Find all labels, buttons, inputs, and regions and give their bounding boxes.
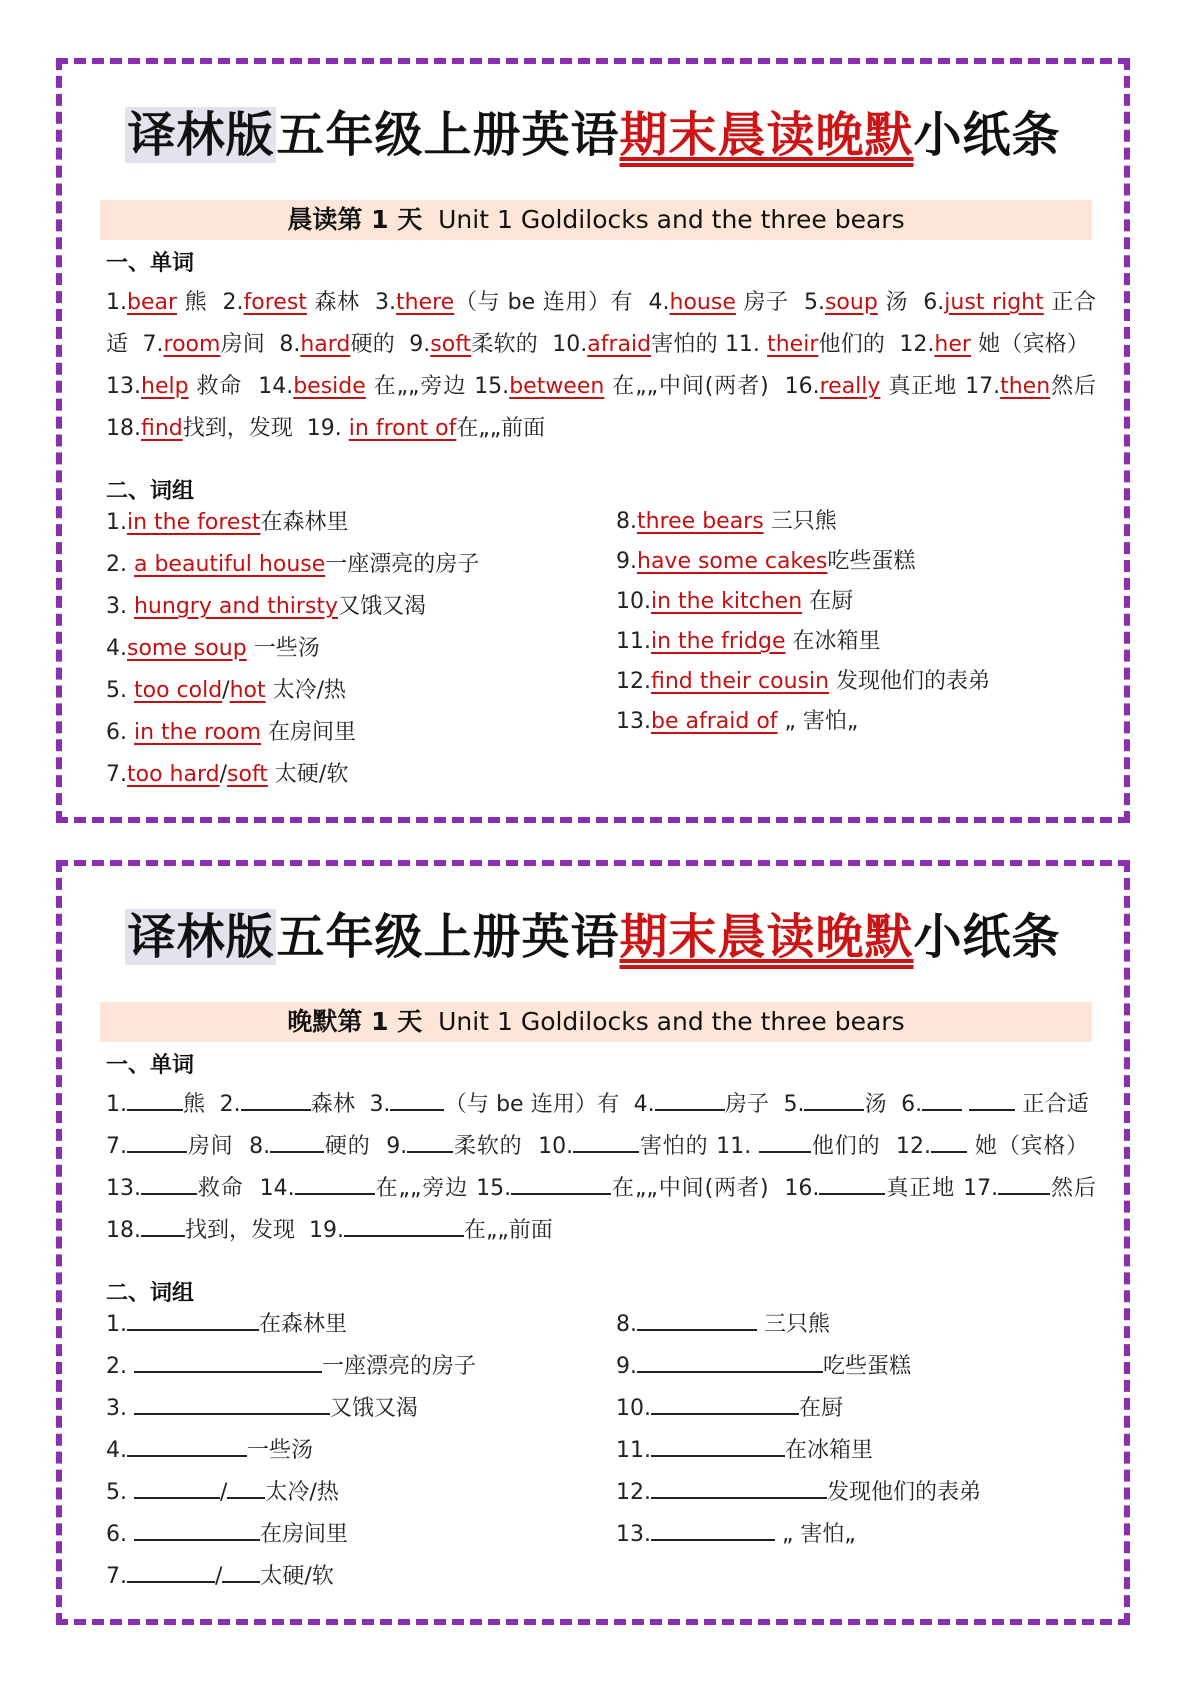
- phrase-blanks-right: [616, 1304, 981, 1556]
- phrase-header: 二、词组: [106, 1281, 195, 1306]
- list-item: 9. 吃些蛋糕: [616, 1346, 981, 1388]
- vocab-blanks: 1. 熊 2. 森林 3. （与 be 连用）有 4. 房子 5. 汤 6. 正合适 7. 房间 8. 硬的 9. 柔软的 10. 害怕的 11. 他们的 12. 她（宾格） 13. 救命 14. 在„„旁边 15. 在„„中间(两者) 16. 真正地 17. 然后 18. 找到，发现 19. 在„„前面: [106, 1084, 1096, 1252]
- list-item: 13.be afraid of „ 害怕„: [616, 709, 859, 734]
- blank-field[interactable]: [407, 1129, 453, 1153]
- blank-field[interactable]: [134, 1517, 260, 1541]
- blank-field[interactable]: [819, 1171, 885, 1195]
- list-item: 12. 发现他们的表弟: [616, 1472, 981, 1514]
- list-item: 11. 在冰箱里: [616, 1430, 981, 1472]
- blank-field[interactable]: [922, 1087, 962, 1111]
- blank-field[interactable]: [344, 1213, 464, 1237]
- blank-field[interactable]: [511, 1171, 611, 1195]
- blank-field[interactable]: [127, 1307, 259, 1331]
- blank-field[interactable]: [573, 1129, 639, 1153]
- phrase-blanks-left: [106, 1304, 476, 1598]
- list-item: 12.find their cousin 发现他们的表弟: [616, 669, 991, 694]
- list-item: 9.have some cakes吃些蛋糕: [616, 549, 916, 574]
- list-item: 3. 又饿又渴: [106, 1388, 476, 1430]
- blank-field[interactable]: [134, 1391, 330, 1415]
- evening-card: [56, 860, 1130, 1625]
- list-item: 3. hungry and thirsty又饿又渴: [106, 594, 427, 619]
- blank-field[interactable]: [134, 1349, 322, 1373]
- list-item: 4.some soup 一些汤: [106, 636, 320, 661]
- blank-field[interactable]: [270, 1129, 324, 1153]
- blank-field[interactable]: [998, 1171, 1050, 1195]
- phrase-list-right: [616, 502, 990, 742]
- list-item: 2. 一座漂亮的房子: [106, 1346, 476, 1388]
- blank-field[interactable]: [141, 1213, 185, 1237]
- list-item: 4. 一些汤: [106, 1430, 476, 1472]
- list-item: 10.in the kitchen 在厨: [616, 589, 854, 614]
- vocab-answers: 1.bear 熊 2.forest 森林 3.there（与 be 连用）有 4.house 房子 5.soup 汤 6.just right 正合适 7.room房间 8.hard硬的 9.soft柔软的 10.afraid害怕的 11. their他们的 12.her 她（宾格） 13.help 救命 14.beside 在„„旁边 15.between 在„„中间(两者) 16.really 真正地 17.then然后 18.find找到，发现 19. in front of在„„前面: [106, 290, 1097, 441]
- list-item: 2. a beautiful house一座漂亮的房子: [106, 552, 480, 577]
- blank-field[interactable]: [127, 1129, 187, 1153]
- list-item: 11.in the fridge 在冰箱里: [616, 629, 881, 654]
- list-item: 8.three bears 三只熊: [616, 509, 837, 534]
- blank-field[interactable]: [655, 1087, 725, 1111]
- phrase-list-left: [106, 502, 479, 796]
- morning-card: [56, 58, 1130, 823]
- blank-field[interactable]: [127, 1433, 247, 1457]
- list-item: 6. 在房间里: [106, 1514, 476, 1556]
- blank-field[interactable]: [241, 1087, 311, 1111]
- blank-field[interactable]: [295, 1171, 375, 1195]
- list-item: 8. 三只熊: [616, 1304, 981, 1346]
- blank-field[interactable]: [651, 1475, 827, 1499]
- blank-field[interactable]: [127, 1559, 215, 1583]
- blank-field[interactable]: [134, 1475, 220, 1499]
- blank-field[interactable]: [141, 1171, 197, 1195]
- blank-field[interactable]: [637, 1307, 757, 1331]
- list-item: 7. / 太硬/软: [106, 1556, 476, 1598]
- vocab-header: 一、单词: [106, 1053, 195, 1078]
- blank-field[interactable]: [651, 1433, 785, 1457]
- blank-field[interactable]: [390, 1087, 444, 1111]
- blank-field[interactable]: [222, 1559, 260, 1583]
- page-title: 译林版五年级上册英语期末晨读晚默小纸条: [127, 909, 1061, 965]
- list-item: 13. „ 害怕„: [616, 1514, 981, 1556]
- blank-field[interactable]: [637, 1349, 823, 1373]
- list-item: 10. 在厨: [616, 1388, 981, 1430]
- blank-field[interactable]: [804, 1087, 864, 1111]
- blank-field[interactable]: [969, 1087, 1015, 1111]
- blank-field[interactable]: [651, 1517, 775, 1541]
- blank-field[interactable]: [651, 1391, 799, 1415]
- section-band: 晚默第 1 天 Unit 1 Goldilocks and the three bears: [100, 1002, 1092, 1042]
- list-item: 1.in the forest在森林里: [106, 510, 349, 535]
- blank-field[interactable]: [931, 1129, 967, 1153]
- blank-field[interactable]: [227, 1475, 265, 1499]
- list-item: 7.too hard/soft 太硬/软: [106, 762, 349, 787]
- blank-field[interactable]: [759, 1129, 811, 1153]
- list-item: 6. in the room 在房间里: [106, 720, 357, 745]
- page-title: 译林版五年级上册英语期末晨读晚默小纸条: [127, 107, 1061, 163]
- phrase-header: 二、词组: [106, 479, 195, 504]
- vocab-header: 一、单词: [106, 251, 195, 276]
- list-item: 1. 在森林里: [106, 1304, 476, 1346]
- list-item: 5. / 太冷/热: [106, 1472, 476, 1514]
- list-item: 5. too cold/hot 太冷/热: [106, 678, 347, 703]
- section-band: 晨读第 1 天 Unit 1 Goldilocks and the three bears: [100, 200, 1092, 240]
- blank-field[interactable]: [127, 1087, 183, 1111]
